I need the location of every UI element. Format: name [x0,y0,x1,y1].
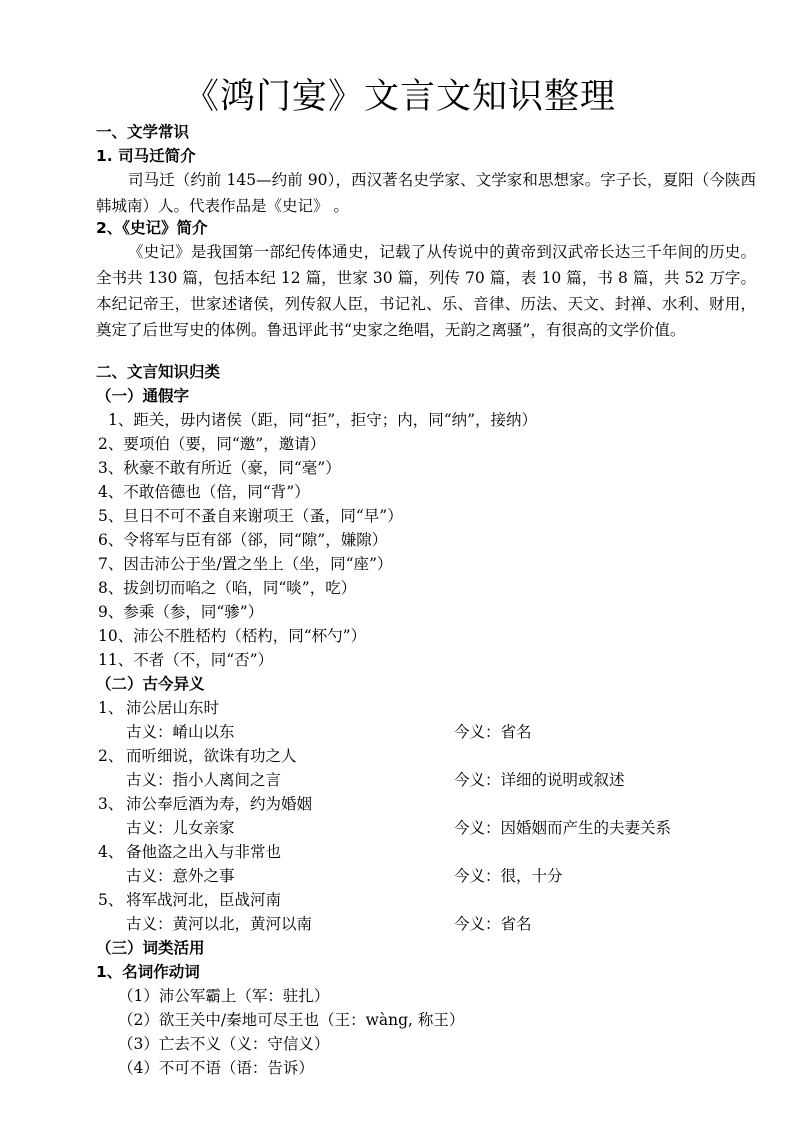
gujin-ancient-meaning: 古义：崤山以东 [126,723,235,741]
tongjia-item: 9、参乘（参，同“骖”） [98,603,264,621]
subsection-sima-qian-heading: 1. 司马迁简介 [96,147,196,165]
cilei-item: （1）沛公军霸上（军：驻扎） [118,987,330,1005]
cilei-noun-as-verb-heading: 1、名词作动词 [96,963,200,981]
tongjia-item: 11、不者（不，同“否”） [98,651,274,669]
gujin-item-sentence: 备他盗之出入与非常也 [126,843,282,861]
subsection-shiji-heading: 2、《史记》简介 [96,219,208,237]
tongjia-item: 4、不敢倍德也（倍，同“背”） [98,483,310,501]
gujin-modern-meaning: 今义：省名 [454,723,532,741]
gujin-item-sentence: 沛公居山东时 [126,699,220,717]
page-title: 《鸿门宴》文言文知识整理 [183,77,616,117]
gujin-item-sentence: 而听细说，欲诛有功之人 [126,747,297,765]
gujin-ancient-meaning: 古义：指小人离间之言 [126,771,282,789]
shiji-paragraph: 《史记》是我国第一部纪传体通史，记载了从传说中的黄帝到汉武帝长达三千年间的历史。全书共 130 篇，包括本纪 12 篇，世家 30 篇，列传 70 篇，表 10 篇，书 8 篇，共 52 万字。本纪记帝王，世家述诸侯，列传叙人臣，书记礼、乐、音律、历法、天文、封禅、水利、财用，奠定了后世写史的体例。鲁迅评此书“史家之绝唱，无韵之离骚”，有很高的文学价值。 [96,243,756,339]
tongjia-item: 7、因击沛公于坐/置之坐上（坐，同“座”） [98,555,393,573]
gujin-item-number: 3、 [98,795,124,813]
gujin-modern-meaning: 今义：很，十分 [454,867,563,885]
sima-qian-paragraph: 司马迁（约前 145—约前 90），西汉著名史学家、文学家和思想家。字子长，夏阳（今陕西韩城南）人。代表作品是《史记》 。 [96,171,756,215]
gujin-modern-meaning: 今义：省名 [454,915,532,933]
gujin-modern-meaning: 今义：因婚姻而产生的夫妻关系 [454,819,672,837]
tongjia-heading: （一）通假字 [96,387,190,405]
gujin-item-number: 2、 [98,747,124,765]
section-2-heading: 二、文言知识归类 [96,363,221,381]
tongjia-item: 1、距关，毋内诸侯（距，同“拒”，拒守；内，同“纳”，接纳） [108,411,538,429]
gujin-item-sentence: 将军战河北，臣战河南 [126,891,282,909]
tongjia-item: 8、拔剑切而啗之（啗，同“啖”，吃） [98,579,357,597]
gujin-item-number: 4、 [98,843,124,861]
gujin-ancient-meaning: 古义：儿女亲家 [126,819,235,837]
tongjia-item: 2、要项伯（要，同“邀”，邀请） [98,435,326,453]
cilei-item: （2）欲王关中/秦地可尽王也（王：wàng, 称王） [118,1011,465,1029]
gujin-item-number: 5、 [98,891,124,909]
cilei-heading: （三）词类活用 [96,939,205,957]
section-1-heading: 一、文学常识 [96,123,190,141]
tongjia-item: 10、沛公不胜桮杓（桮杓，同“杯勺”） [98,627,367,645]
gujin-item-number: 1、 [98,699,124,717]
cilei-item: （4）不可不语（语：告诉） [118,1059,314,1077]
gujin-item-sentence: 沛公奉卮酒为寿，约为婚姻 [126,795,313,813]
gujin-ancient-meaning: 古义：黄河以北，黄河以南 [126,915,313,933]
tongjia-item: 6、令将军与臣有郤（郤，同“隙”，嫌隙） [98,531,388,549]
gujin-ancient-meaning: 古义：意外之事 [126,867,235,885]
cilei-item: （3）亡去不义（义：守信义） [118,1035,330,1053]
tongjia-item: 5、旦日不可不蚤自来谢项王（蚤，同“早”） [98,507,403,525]
gujin-modern-meaning: 今义：详细的说明或叙述 [454,771,625,789]
tongjia-item: 3、秋豪不敢有所近（豪，同“毫”） [98,459,341,477]
gujin-heading: （二）古今异义 [96,675,205,693]
